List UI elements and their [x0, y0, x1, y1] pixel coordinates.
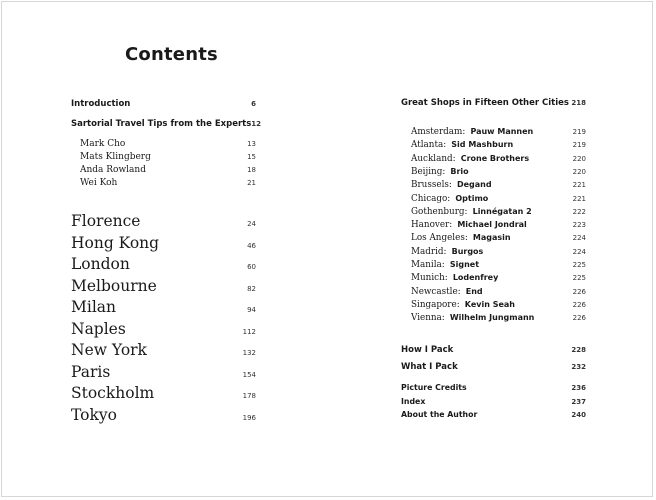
- toc-entry-city[interactable]: [71, 406, 256, 424]
- toc-entry-label: Naples: [71, 319, 126, 338]
- toc-entry-label: Paris: [71, 362, 111, 381]
- toc-entry-city[interactable]: [71, 277, 256, 295]
- toc-entry-expert[interactable]: [80, 178, 256, 188]
- toc-entry-page: 236: [571, 384, 586, 392]
- toc-entry-label: Melbourne: [71, 276, 157, 295]
- toc-entry-sartorial-tips[interactable]: [71, 119, 262, 129]
- shop-name: Kevin Seah: [464, 299, 515, 309]
- toc-entry-picture-credits[interactable]: [401, 383, 586, 392]
- toc-entry-page: 46: [247, 241, 256, 250]
- page-title: Contents: [125, 44, 218, 65]
- toc-entry-city[interactable]: [71, 384, 256, 402]
- toc-entry-page: 94: [247, 306, 256, 314]
- shop-name: Burgos: [451, 246, 484, 256]
- toc-entry-page: 225: [572, 274, 586, 283]
- toc-entry-label: Introduction: [71, 99, 131, 109]
- shop-city: Los Angeles:: [411, 233, 468, 244]
- toc-entry-city[interactable]: [71, 298, 256, 316]
- toc-entry-label: New York: [71, 341, 147, 359]
- shop-name: Linnégatan 2: [472, 206, 532, 216]
- shop-name: Pauw Mannen: [470, 127, 534, 136]
- toc-entry-page: 24: [247, 220, 256, 228]
- toc-entry-page: 112: [242, 327, 256, 336]
- toc-entry-page: 18: [247, 166, 256, 174]
- toc-entry-label: Anda Rowland: [80, 165, 146, 175]
- shop-name: Michael Jondral: [457, 220, 527, 230]
- toc-entry-page: 6: [251, 100, 256, 108]
- shop-name: Signet: [449, 260, 480, 269]
- toc-entry-introduction[interactable]: [71, 99, 256, 109]
- toc-entry-label: About the Author: [401, 410, 478, 419]
- toc-entry-label: Stockholm: [71, 384, 155, 402]
- toc-entry-label: Sartorial Travel Tips from the Experts: [71, 119, 252, 129]
- toc-entry-page: 223: [572, 221, 586, 230]
- toc-entry-page: 219: [572, 141, 586, 150]
- toc-entry-page: 226: [572, 300, 586, 309]
- toc-entry-label: How I Pack: [401, 345, 454, 355]
- toc-entry-page: 132: [242, 349, 256, 357]
- toc-entry-great-shops[interactable]: [401, 98, 586, 108]
- shop-city: Manila:: [411, 260, 445, 270]
- toc-entry-page: 232: [571, 363, 586, 371]
- shop-name: Sid Mashburn: [451, 140, 514, 150]
- toc-entry-page: 12: [251, 120, 262, 128]
- shop-name: Crone Brothers: [460, 153, 530, 163]
- shop-name: Lodenfrey: [452, 273, 499, 283]
- toc-entry-expert[interactable]: [80, 165, 256, 175]
- shop-name: Degand: [456, 180, 492, 190]
- shop-city: Hanover:: [411, 220, 453, 231]
- toc-entry-city[interactable]: [71, 320, 256, 338]
- toc-entry-label: Milan: [71, 298, 117, 316]
- toc-entry-label: Mark Cho: [80, 139, 126, 149]
- toc-entry-page: 224: [572, 234, 586, 243]
- toc-entry-page: 224: [572, 247, 586, 256]
- toc-entry-page: 196: [242, 413, 256, 422]
- toc-entry-label: Hong Kong: [71, 233, 160, 252]
- toc-entry-page: 220: [572, 154, 586, 163]
- toc-entry-expert[interactable]: [80, 152, 256, 162]
- toc-entry-city[interactable]: [71, 234, 256, 252]
- toc-entry-expert[interactable]: [80, 139, 256, 149]
- toc-entry-page: 13: [247, 140, 256, 148]
- toc-entry-page: 228: [571, 346, 586, 354]
- toc-entry-page: 240: [571, 411, 586, 419]
- toc-entry-city[interactable]: [71, 255, 256, 273]
- toc-entry-label: Wei Koh: [80, 178, 118, 188]
- toc-entry-page: 60: [247, 263, 256, 271]
- shop-city: Amsterdam:: [411, 127, 466, 137]
- shop-city: Madrid:: [411, 246, 447, 257]
- shop-city: Brussels:: [411, 180, 452, 191]
- toc-entry-label: Index: [401, 396, 426, 406]
- shop-city: Atlanta:: [411, 140, 447, 151]
- toc-entry-page: 237: [571, 397, 586, 406]
- shop-city: Beijing:: [411, 166, 446, 177]
- shop-city: Chicago:: [411, 193, 451, 204]
- shop-city: Vienna:: [411, 313, 445, 324]
- toc-entry-city[interactable]: [71, 341, 256, 359]
- toc-entry-page: 222: [572, 207, 586, 216]
- toc-entry-page: 221: [572, 194, 586, 203]
- toc-entry-index[interactable]: [401, 397, 586, 406]
- toc-entry-label: Mats Klingberg: [80, 152, 151, 162]
- shop-city: Newcastle:: [411, 286, 461, 297]
- toc-entry-page: 225: [572, 261, 586, 269]
- toc-entry-page: 220: [572, 167, 586, 176]
- shop-name: Optimo: [455, 193, 489, 203]
- toc-entry-about-author[interactable]: [401, 410, 586, 419]
- toc-entry-page: 226: [572, 287, 586, 296]
- toc-entry-label: What I Pack: [401, 362, 458, 372]
- toc-entry-label: Great Shops in Fifteen Other Cities: [401, 98, 569, 108]
- toc-entry-label: Florence: [71, 212, 141, 230]
- toc-entry-shop[interactable]: [411, 305, 586, 324]
- shop-name: Wilhelm Jungmann: [449, 313, 535, 323]
- toc-entry-page: 82: [247, 284, 256, 293]
- toc-entry-page: 15: [247, 153, 256, 161]
- toc-entry-city[interactable]: [71, 363, 256, 381]
- toc-entry-page: 21: [247, 179, 256, 187]
- toc-entry-city[interactable]: [71, 212, 256, 230]
- toc-entry-label: London: [71, 255, 130, 273]
- shop-name: End: [465, 286, 483, 296]
- toc-entry-label: Tokyo: [71, 405, 117, 424]
- toc-entry-what-i-pack[interactable]: [401, 362, 586, 372]
- shop-city: Munich:: [411, 273, 448, 284]
- shop-name: Magasin: [472, 233, 511, 243]
- toc-entry-how-i-pack[interactable]: [401, 345, 586, 355]
- shop-name: Brio: [450, 166, 469, 176]
- toc-entry-page: 221: [572, 181, 586, 190]
- shop-city: Auckland:: [411, 153, 456, 164]
- shop-city: Singapore:: [411, 299, 460, 310]
- shop-city: Gothenburg:: [411, 206, 468, 217]
- toc-entry-page: 218: [571, 99, 586, 107]
- toc-entry-page: 154: [242, 370, 256, 379]
- toc-entry-page: 226: [572, 314, 586, 323]
- toc-entry-label: Picture Credits: [401, 383, 467, 392]
- toc-entry-page: 219: [572, 128, 586, 136]
- toc-entry-page: 178: [242, 392, 256, 400]
